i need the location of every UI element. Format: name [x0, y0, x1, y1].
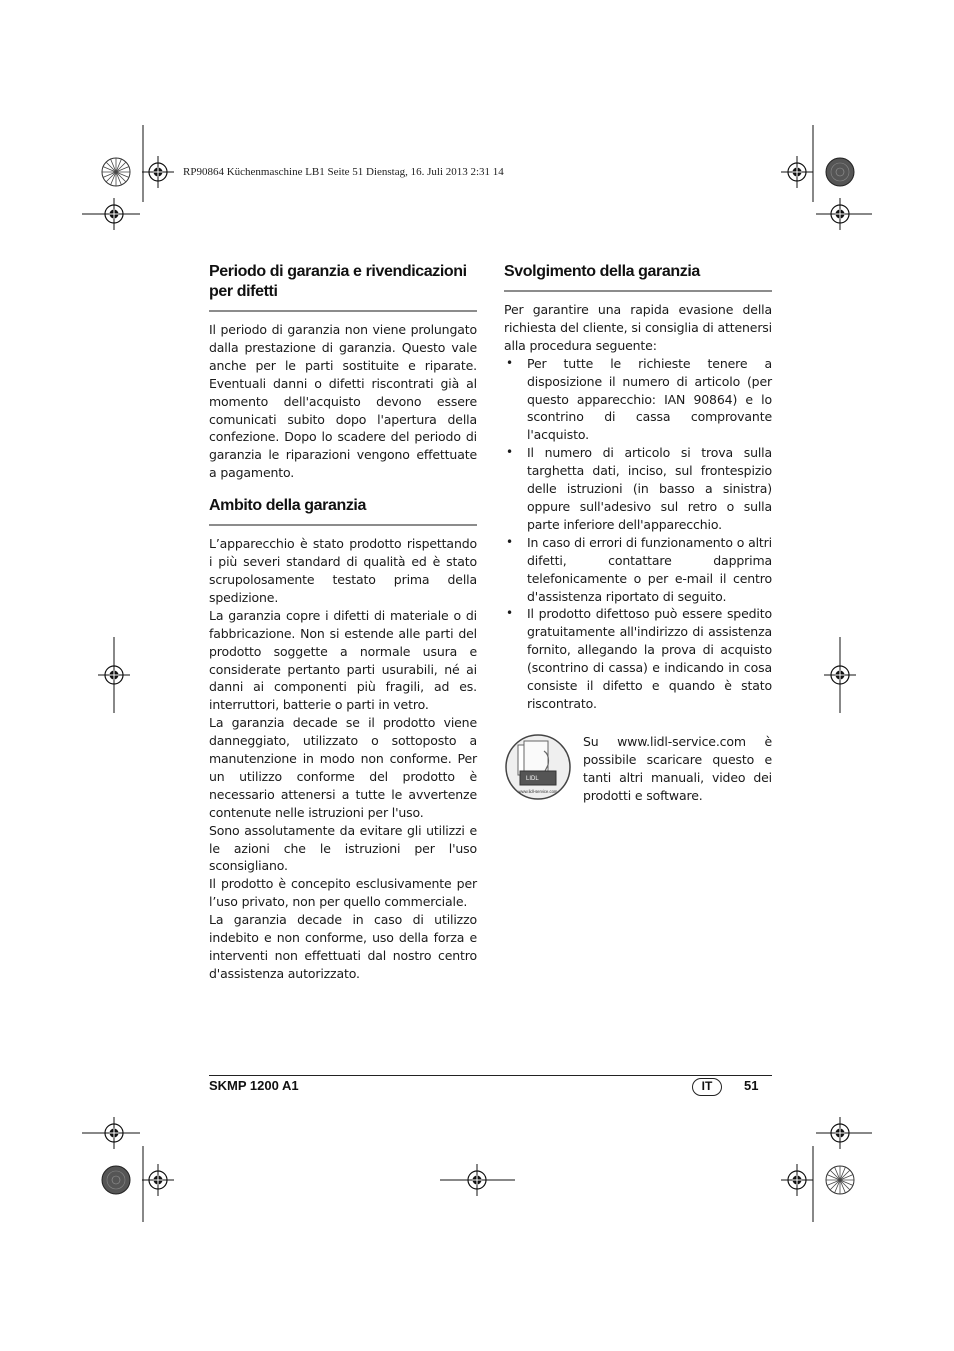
- list-item: • Il prodotto difettoso può essere spedito gratuitamente all'indirizzo di assistenza fornito, allegando la prova di acquisto (scontrino di cassa) e indicando in cosa consiste il difetto e quando è stato riscontrato.: [504, 605, 772, 712]
- footer-divider: [209, 1075, 772, 1076]
- section-warranty-scope: [209, 526, 477, 983]
- lidl-icon-label: LIDL: [526, 775, 539, 782]
- paragraph: La garanzia copre i difetti di materiale o di fabbricazione. Non si estende alle parti del prodotto soggette a normale usura e considerate pertanto parti usurabili, né ai danni ai componenti più fragili, ad es. interruttori, batterie o parti in vetro.: [209, 607, 477, 713]
- print-header: RP90864 Küchenmaschine LB1 Seite 51 Dienstag, 16. Juli 2013 2:31 14: [183, 166, 504, 178]
- paragraph: L’apparecchio è stato prodotto rispettando i più severi standard di qualità ed è stato scrupolosamente testato prima della spedizione.: [209, 536, 477, 605]
- list-item: • Il numero di articolo si trova sulla targhetta dati, inciso, sul frontespizio delle istruzioni (in basso a sinistra) oppure sull'adesivo sul retro o sulla parte inferiore dell'apparecchio.: [504, 444, 772, 534]
- paragraph: Il prodotto è concepito esclusivamente per l’uso privato, non per quello commerciale.: [209, 876, 477, 910]
- heading-warranty-scope: Ambito della garanzia: [209, 496, 477, 526]
- lidl-service-box: [504, 733, 772, 803]
- intro-paragraph: Per garantire una rapida evasione della richiesta del cliente, si consiglia di attenersi alla procedura seguente:: [504, 302, 772, 353]
- page-number: 51: [744, 1078, 759, 1093]
- heading-warranty-period: Periodo di garanzia e rivendicazioni per difetti: [209, 262, 477, 312]
- lidl-service-logo-icon: [504, 733, 572, 801]
- paragraph: Il periodo di garanzia non viene prolungato dalla prestazione di garanzia. Questo vale anche per le parti sostituite e riparate. Eventuali danni o difetti riscontrati già al momento dell'acquisto devono essere comunicati subito dopo l'apertura della confezione. Dopo lo scadere del periodo di garanzia le riparazioni vengono effettuate a pagamento.: [209, 322, 477, 481]
- paragraph: La garanzia decade in caso di utilizzo indebito e non conforme, uso della forza e interventi non effettuati dal nostro centro d'assistenza autorizzato.: [209, 912, 477, 981]
- paragraph: La garanzia decade se il prodotto viene danneggiato, utilizzato o sottoposto a manutenzione in modo non conforme. Per un utilizzo conforme del prodotto è necessario attenersi a tutte le avvertenze contenute nelle istruzioni per l'uso.: [209, 715, 477, 820]
- right-column: [504, 262, 772, 803]
- section-warranty-procedure: [504, 292, 772, 713]
- lidl-icon-url: www.lidl-service.com: [518, 788, 558, 794]
- list-item: • In caso di errori di funzionamento o altri difetti, contattare dapprima telefonicamente o per e-mail il centro d'assistenza riportato di seguito.: [504, 534, 772, 606]
- paragraph: Sono assolutamente da evitare gli utilizzi e le azioni che le istruzioni per l'uso sconsigliano.: [209, 822, 477, 874]
- language-badge: IT: [692, 1078, 722, 1096]
- left-column: [209, 262, 477, 983]
- footer-model: SKMP 1200 A1: [209, 1078, 299, 1093]
- list-item: • Per tutte le richieste tenere a disposizione il numero di articolo (per questo apparecchio: IAN 90864) e lo scontrino di cassa comprovante l'acquisto.: [504, 355, 772, 445]
- section-warranty-period: [209, 312, 477, 482]
- lidl-service-text: Su www.lidl-service.com è possibile scaricare questo e tanti altri manuali, video dei prodotti e software.: [583, 733, 772, 803]
- procedure-list: [504, 355, 772, 713]
- heading-warranty-procedure: Svolgimento della garanzia: [504, 262, 772, 292]
